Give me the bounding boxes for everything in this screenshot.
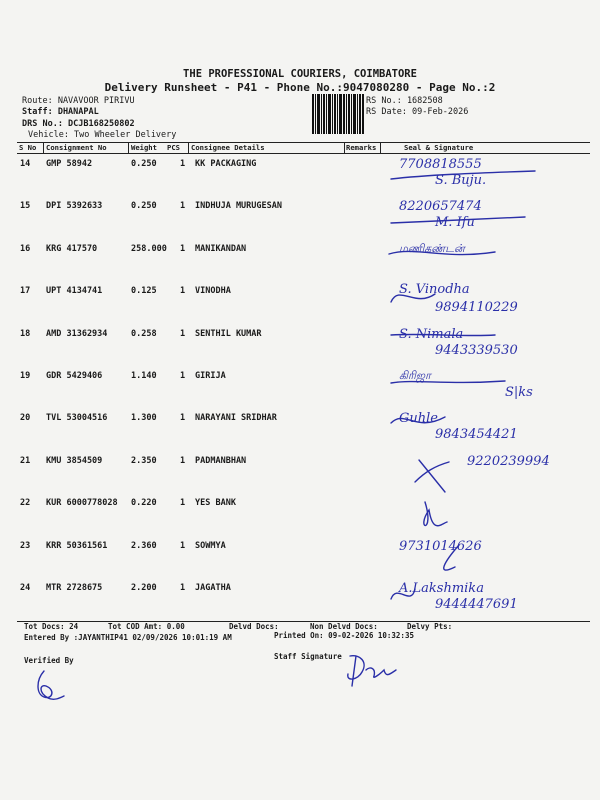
staff-signature: Staff Signature xyxy=(274,652,342,661)
row-signature xyxy=(385,325,585,367)
handwritten-text-2: M. Ifu xyxy=(435,215,475,231)
handwritten-text-2: S. Buju. xyxy=(435,173,487,188)
row-weight: 1.140 xyxy=(131,371,157,381)
deliveries-table xyxy=(17,142,590,612)
row-signature xyxy=(385,579,585,621)
row-sno: 17 xyxy=(20,286,31,297)
table-row xyxy=(17,409,590,451)
staff-label: Staff: DHANAPAL xyxy=(22,107,99,117)
row-consignment-no: KMU 3854509 xyxy=(46,455,103,466)
table-row xyxy=(17,579,590,621)
delvd-docs: Delvd Docs: xyxy=(229,622,279,631)
handwritten-text: S. Vinodha xyxy=(399,282,470,298)
row-consignee: MANIKANDAN xyxy=(195,243,247,254)
table-row xyxy=(17,155,590,197)
company-title: THE PROFESSIONAL COURIERS, COIMBATORE xyxy=(183,68,417,80)
row-weight: 258.000 xyxy=(131,243,167,254)
entered-by: Entered By :JAYANTHIP41 02/09/2026 10:01:19 AM xyxy=(24,633,232,642)
table-row xyxy=(17,537,590,579)
col-divider xyxy=(128,142,129,153)
header-seal: Seal & Signature xyxy=(404,143,474,152)
row-pcs: 1 xyxy=(180,371,186,381)
table-row xyxy=(17,197,590,239)
row-consignment-no: MTR 2728675 xyxy=(46,583,103,593)
barcode-image xyxy=(312,94,364,134)
row-sno: 23 xyxy=(20,540,31,551)
header-remarks: Remarks xyxy=(346,143,377,152)
row-sno: 20 xyxy=(20,413,31,424)
header-weight: Weight xyxy=(131,143,157,152)
row-signature xyxy=(385,409,585,451)
signature-scribble xyxy=(385,494,585,536)
row-pcs: 1 xyxy=(180,243,186,254)
row-consignment-no: KUR 6000778028 xyxy=(46,498,118,509)
handwritten-text-2: S|ks xyxy=(505,385,533,400)
row-consignment-no: KRG 417570 xyxy=(46,243,98,254)
row-sno: 14 xyxy=(20,159,31,169)
handwritten-text-2: 9894110229 xyxy=(435,300,518,316)
handwritten-text: 8220657474 xyxy=(399,199,482,215)
row-weight: 2.360 xyxy=(131,540,157,551)
handwritten-text: 9731014626 xyxy=(399,538,482,554)
col-divider xyxy=(380,142,381,153)
row-consignee: NARAYANI SRIDHAR xyxy=(195,413,277,424)
route-label: Route: NAVAVOOR PIRIVU xyxy=(22,96,135,106)
row-consignee: SOWMYA xyxy=(195,540,226,551)
non-delvd-docs: Non Delvd Docs: xyxy=(310,622,378,631)
row-pcs: 1 xyxy=(180,540,186,551)
handwritten-text: A.Lakshmika xyxy=(399,581,484,596)
row-pcs: 1 xyxy=(180,328,186,339)
handwritten-text: Guhle xyxy=(399,411,438,427)
handwritten-text: 9220239994 xyxy=(467,453,550,469)
row-signature xyxy=(385,494,585,536)
printed-on: Printed On: 09-02-2026 10:32:35 xyxy=(274,631,414,640)
row-signature xyxy=(385,240,585,282)
row-weight: 0.250 xyxy=(131,201,157,212)
row-consignee: YES BANK xyxy=(195,498,236,509)
handwritten-text: கிரிஜா xyxy=(399,369,431,382)
row-consignment-no: TVL 53004516 xyxy=(46,413,108,424)
row-consignee: JAGATHA xyxy=(195,583,231,593)
table-row xyxy=(17,282,590,324)
header-consignment: Consignment No xyxy=(46,143,107,152)
row-sno: 24 xyxy=(20,583,31,593)
table-row xyxy=(17,240,590,282)
row-pcs: 1 xyxy=(180,159,186,169)
row-sno: 22 xyxy=(20,498,31,509)
row-consignment-no: GDR 5429406 xyxy=(46,371,103,381)
row-pcs: 1 xyxy=(180,413,186,424)
tot-cod: Tot COD Amt: 0.00 xyxy=(108,622,185,631)
verified-by: Verified By xyxy=(24,656,74,665)
handwritten-text-2: 9843454421 xyxy=(435,427,518,443)
signature-stroke xyxy=(424,502,447,526)
table-row xyxy=(17,325,590,367)
handwritten-text-2: 9444447691 xyxy=(435,597,518,612)
row-sno: 15 xyxy=(20,201,31,212)
delvy-pts: Delvy Pts: xyxy=(407,622,453,631)
table-bottom-rule xyxy=(17,621,590,622)
col-divider xyxy=(344,142,345,153)
row-pcs: 1 xyxy=(180,201,186,212)
row-signature xyxy=(385,197,585,239)
row-consignee: PADMANBHAN xyxy=(195,455,247,466)
row-consignee: KK PACKAGING xyxy=(195,159,257,169)
row-weight: 0.250 xyxy=(131,159,157,169)
verified-signature xyxy=(30,668,70,704)
row-weight: 1.300 xyxy=(131,413,157,424)
row-consignment-no: UPT 4134741 xyxy=(46,286,103,297)
table-row xyxy=(17,494,590,536)
row-signature xyxy=(385,155,585,197)
row-sno: 16 xyxy=(20,243,31,254)
staff-signature-mark xyxy=(340,648,400,690)
row-consignee: GIRIJA xyxy=(195,371,226,381)
row-sno: 19 xyxy=(20,371,31,381)
row-weight: 0.125 xyxy=(131,286,157,297)
row-consignee: VINODHA xyxy=(195,286,231,297)
row-weight: 2.350 xyxy=(131,455,157,466)
row-consignment-no: AMD 31362934 xyxy=(46,328,108,339)
row-pcs: 1 xyxy=(180,286,186,297)
runsheet-subtitle: Delivery Runsheet - P41 - Phone No.:9047080280 - Page No.:2 xyxy=(104,81,496,94)
col-divider xyxy=(188,142,189,153)
row-sno: 21 xyxy=(20,455,31,466)
handwritten-text: S. Nimala xyxy=(399,326,464,342)
row-signature xyxy=(385,367,585,409)
drs-label: DRS No.: DCJB168250802 xyxy=(22,119,135,129)
row-signature xyxy=(385,452,585,494)
signature-stroke xyxy=(415,460,449,492)
rs-no-label: RS No.: 1682508 xyxy=(366,96,443,106)
row-signature xyxy=(385,537,585,579)
row-consignment-no: KRR 50361561 xyxy=(46,540,108,551)
row-consignment-no: DPI 5392633 xyxy=(46,201,103,212)
row-consignee: INDHUJA MURUGESAN xyxy=(195,201,282,212)
header-sno: S No xyxy=(19,143,37,152)
row-weight: 0.258 xyxy=(131,328,157,339)
col-divider xyxy=(43,142,44,153)
handwritten-text: மணிகண்டன் xyxy=(399,241,465,255)
table-header-rule xyxy=(17,153,590,154)
row-weight: 0.220 xyxy=(131,498,157,509)
row-consignment-no: GMP 58942 xyxy=(46,159,93,169)
handwritten-text-2: 9443339530 xyxy=(435,342,518,358)
row-consignee: SENTHIL KUMAR xyxy=(195,328,262,339)
row-pcs: 1 xyxy=(180,583,186,593)
rs-date-label: RS Date: 09-Feb-2026 xyxy=(366,107,469,117)
header-pcs: PCS xyxy=(167,143,180,152)
table-row xyxy=(17,452,590,494)
header-consignee: Consignee Details xyxy=(191,143,265,152)
row-pcs: 1 xyxy=(180,498,186,509)
row-sno: 18 xyxy=(20,328,31,339)
row-pcs: 1 xyxy=(180,455,186,466)
handwritten-text: 7708818555 xyxy=(399,157,482,172)
vehicle-label: Vehicle: Two Wheeler Delivery xyxy=(28,130,177,140)
row-signature xyxy=(385,282,585,324)
tot-docs: Tot Docs: 24 xyxy=(24,622,79,631)
row-weight: 2.200 xyxy=(131,583,157,593)
table-row xyxy=(17,367,590,409)
